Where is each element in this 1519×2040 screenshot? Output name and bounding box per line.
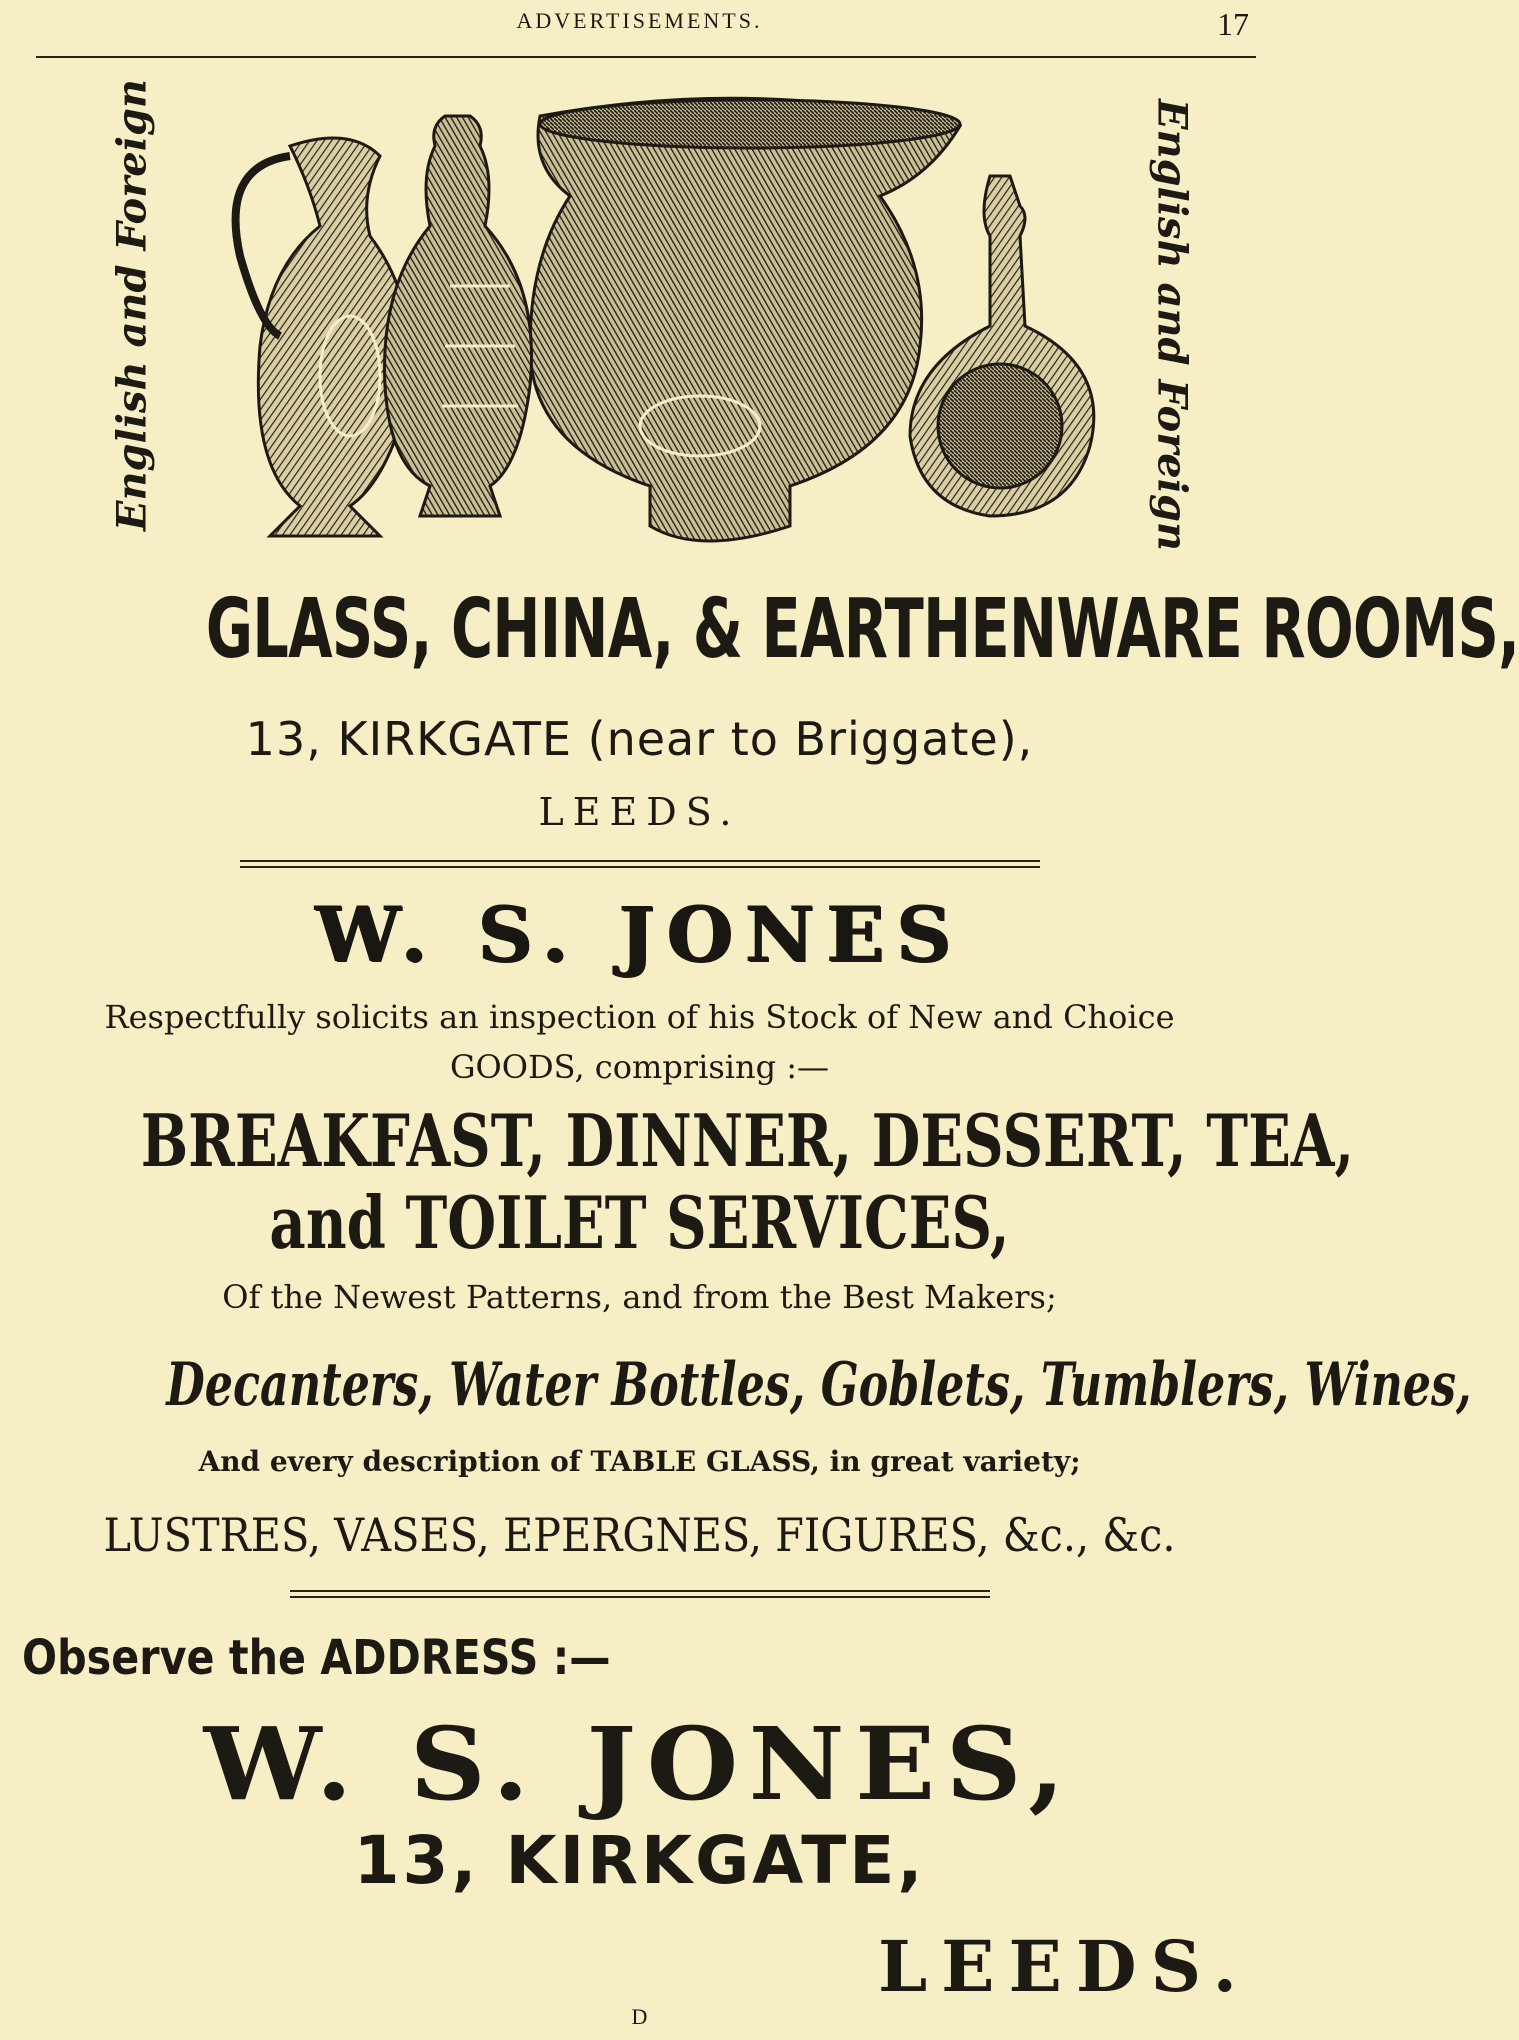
services-line-1: BREAKFAST, DINNER, DESSERT, TEA, bbox=[140, 1098, 1355, 1183]
table-glass-line: And every description of TABLE GLASS, in great variety; bbox=[198, 1445, 1081, 1478]
solicits-line: Respectfully solicits an inspection of his Stock of New and Choice bbox=[104, 998, 1175, 1036]
glassware-line: Decanters, Water Bottles, Goblets, Tumblers, Wines, bbox=[166, 1350, 1472, 1420]
services-line-2: and TOILET SERVICES, bbox=[269, 1180, 1010, 1265]
running-head: ADVERTISEMENTS. bbox=[516, 8, 763, 33]
lustres-line: LUSTRES, VASES, EPERGNES, FIGURES, &c., &c. bbox=[103, 1508, 1176, 1562]
shop-city: LEEDS. bbox=[538, 790, 741, 834]
signature-mark: D bbox=[631, 2004, 648, 2029]
patterns-line: Of the Newest Patterns, and from the Best Makers; bbox=[222, 1278, 1057, 1316]
shop-address: 13, KIRKGATE (near to Briggate), bbox=[245, 712, 1034, 766]
side-label-right: English and Foreign bbox=[1148, 98, 1196, 552]
rooms-heading: GLASS, CHINA, & EARTHENWARE ROOMS, bbox=[205, 582, 1519, 677]
divider-bottom-inner bbox=[290, 1596, 990, 1598]
goods-line: GOODS, comprising :— bbox=[449, 1048, 830, 1086]
vases-engraving bbox=[230, 86, 1070, 576]
page-number: 17 bbox=[1217, 6, 1249, 42]
proprietor-name: W. S. JONES bbox=[315, 890, 964, 979]
header-rule bbox=[36, 56, 1256, 58]
footer-address: 13, KIRKGATE, bbox=[353, 1822, 926, 1899]
footer-proprietor-name: W. S. JONES, bbox=[203, 1705, 1076, 1823]
footer-city: LEEDS. bbox=[877, 1925, 1251, 2008]
observe-address-label: Observe the ADDRESS :— bbox=[22, 1630, 611, 1686]
divider-top bbox=[240, 860, 1040, 862]
side-label-left: English and Foreign bbox=[108, 78, 156, 532]
divider-top-inner bbox=[240, 866, 1040, 868]
divider-bottom bbox=[290, 1590, 990, 1592]
